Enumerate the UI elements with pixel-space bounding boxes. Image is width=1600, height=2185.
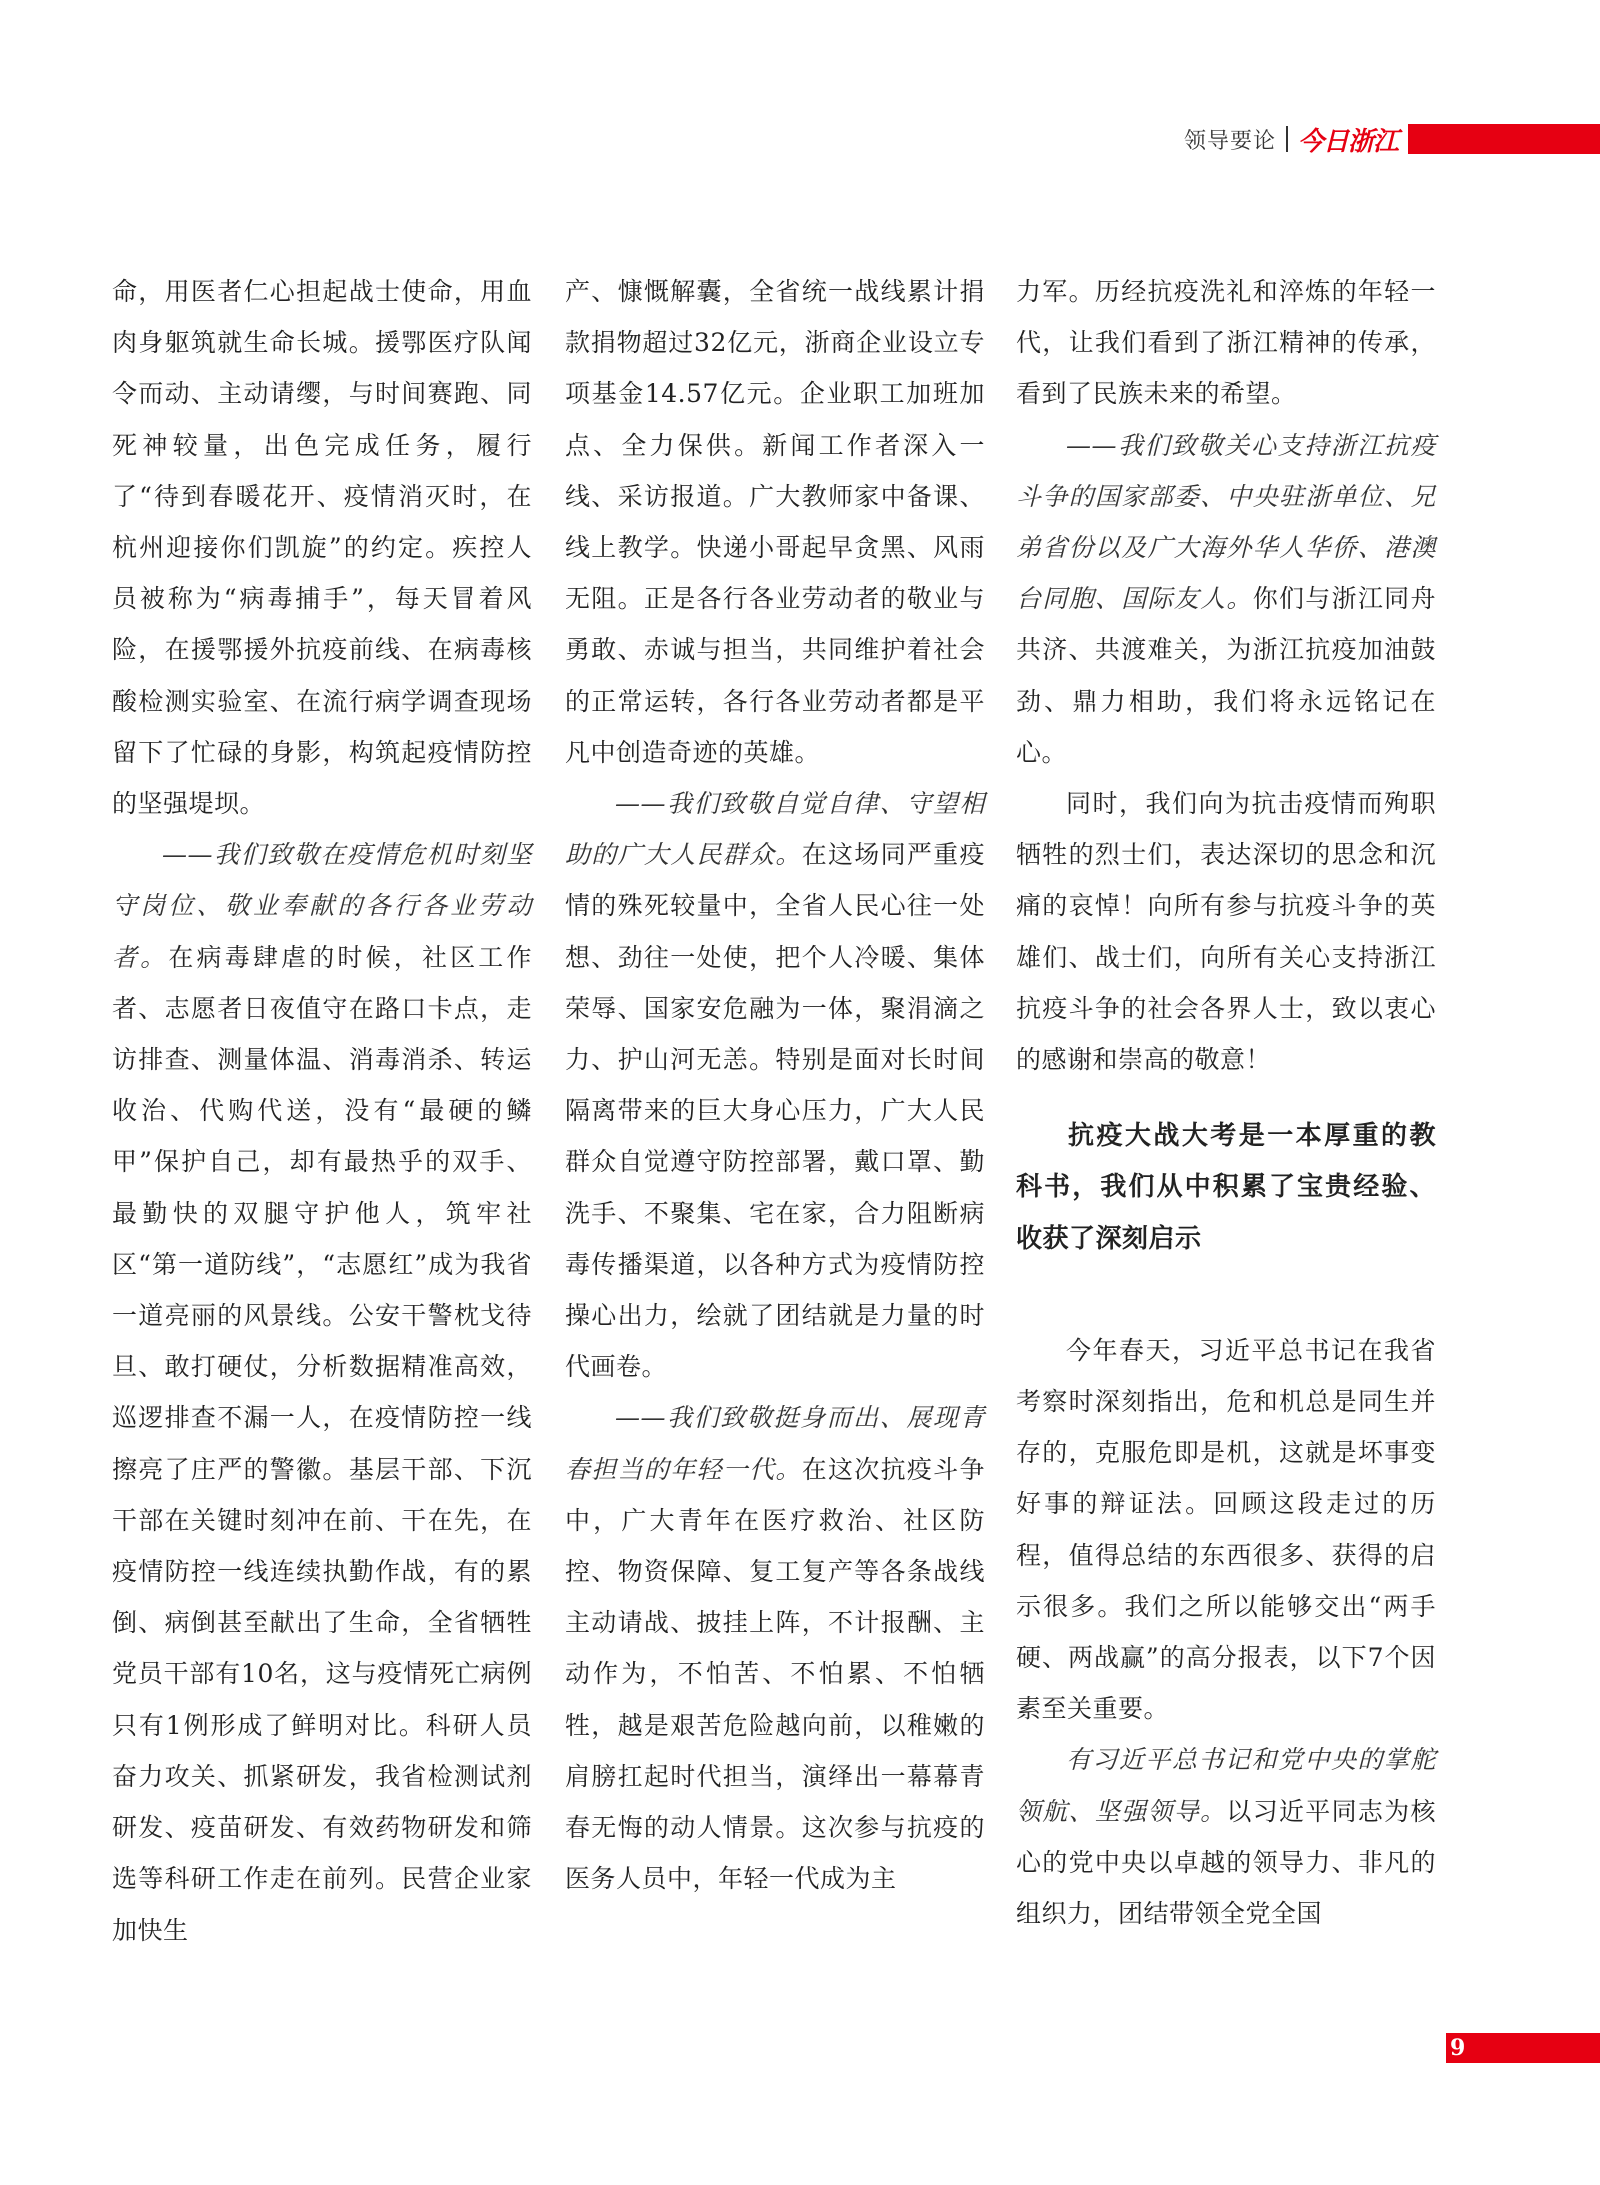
page-number: 9 bbox=[1446, 2033, 1600, 2063]
paragraph-body: 在病毒肆虐的时候，社区工作者、志愿者日夜值守在路口卡点，走访排查、测量体温、消毒消杀、转运收治、代购代送，没有“最硬的鳞甲”保护自己，却有最热乎的双手、最勤快的双腿守护他人，筑牢社区“第一道防线”，“志愿红”成为我省一道亮丽的风景线。公安干警枕戈待旦、敢打硬仗，分析数据精准高效，巡逻排查不漏一人，在疫情防控一线擦亮了庄严的警徽。基层干部、下沉干部在关键时刻冲在前、干在先，在疫情防控一线连续执勤作战，有的累倒、病倒甚至献出了生命，全省牺牲党员干部有10名，这与疫情死亡病例只有1例形成了鲜明对比。科研人员奋力攻关、抓紧研发，我省检测试剂研发、疫苗研发、有效药物研发和筛选等科研工作走在前列。民营企业家加快生 bbox=[112, 942, 532, 1945]
paragraph: 同时，我们向为抗击疫情而殉职牺牲的烈士们，表达深切的思念和沉痛的哀悼！向所有参与抗疫斗争的英雄们、战士们，向所有关心支持浙江抗疫斗争的社会各界人士，致以衷心的感谢和崇高的敬意！ bbox=[1016, 789, 1436, 1075]
paragraph-lead: ——我们致敬在疫情危机时刻坚守岗位、敬业奉献的各行各业劳动者。 bbox=[112, 840, 532, 972]
paragraph bbox=[112, 829, 532, 1955]
header-red-bar bbox=[1408, 124, 1600, 154]
paragraph: 产、慷慨解囊，全省统一战线累计捐款捐物超过32亿元，浙商企业设立专项基金14.57亿元。企业职工加班加点、全力保供。新闻工作者深入一线、采访报道。广大教师家中备课、线上教学。快递小哥起早贪黑、风雨无阻。正是各行各业劳动者的敬业与勇敢、赤诚与担当，共同维护着社会的正常运转，各行各业劳动者都是平凡中创造奇迹的英雄。 bbox=[565, 277, 985, 767]
paragraph-body: 在这次抗疫斗争中，广大青年在医疗救治、社区防控、物资保障、复工复产等各条战线主动请战、披挂上阵，不计报酬、主动作为，不怕苦、不怕累、不怕牺牲，越是艰苦危险越向前，以稚嫩的肩膀扛起时代担当，演绎出一幕幕青春无悔的动人情景。这次参与抗疫的医务人员中，年轻一代成为主 bbox=[565, 1454, 985, 1894]
paragraph: 今年春天，习近平总书记在我省考察时深刻指出，危和机总是同生并存的，克服危即是机，这就是坏事变好事的辩证法。回顾这段走过的历程，值得总结的东西很多、获得的启示很多。我们之所以能够交出“两手硬、两战赢”的高分报表，以下7个因素至关重要。 bbox=[1016, 1335, 1436, 1724]
article-column-2 bbox=[565, 266, 985, 1905]
paragraph-lead: 有习近平总书记和党中央的掌舵领航、坚强领导。 bbox=[1016, 1745, 1436, 1826]
paragraph-lead: ——我们致敬挺身而出、展现青春担当的年轻一代。 bbox=[565, 1403, 985, 1484]
header-divider bbox=[1286, 126, 1288, 152]
paragraph-lead: ——我们致敬自觉自律、守望相助的广大人民群众。 bbox=[565, 789, 985, 870]
paragraph bbox=[1016, 1734, 1436, 1939]
spacer bbox=[1016, 1085, 1436, 1111]
paragraph bbox=[1016, 420, 1436, 778]
page-header bbox=[1184, 124, 1600, 157]
paragraph: 力军。历经抗疫洗礼和淬炼的年轻一代，让我们看到了浙江精神的传承，看到了民族未来的希望。 bbox=[1016, 277, 1436, 409]
paragraph-body: 在这场同严重疫情的殊死较量中，全省人民心往一处想、劲往一处使，把个人冷暖、集体荣辱、国家安危融为一体，聚涓滴之力、护山河无恙。特别是面对长时间隔离带来的巨大身心压力，广大人民群众自觉遵守防控部署，戴口罩、勤洗手、不聚集、宅在家，合力阻断病毒传播渠道，以各种方式为疫情防控操心出力，绘就了团结就是力量的时代画卷。 bbox=[565, 840, 985, 1382]
section-title: 领导要论 bbox=[1184, 128, 1277, 154]
article-column-3 bbox=[1016, 266, 1436, 1939]
section-subheading: 抗疫大战大考是一本厚重的教科书，我们从中积累了宝贵经验、收获了深刻启示 bbox=[1016, 1121, 1436, 1254]
paragraph-body: 以习近平同志为核心的党中央以卓越的领导力、非凡的组织力，团结带领全党全国 bbox=[1016, 1796, 1436, 1929]
paragraph bbox=[565, 778, 985, 1392]
paragraph-body: 你们与浙江同舟共济、共渡难关，为浙江抗疫加油鼓劲、鼎力相助，我们将永远铭记在心。 bbox=[1016, 584, 1436, 767]
paragraph bbox=[565, 1392, 985, 1904]
paragraph-lead: ——我们致敬关心支持浙江抗疫斗争的国家部委、中央驻浙单位、兄弟省份以及广大海外华人华侨、港澳台同胞、国际友人。 bbox=[1016, 430, 1436, 614]
paragraph: 命，用医者仁心担起战士使命，用血肉身躯筑就生命长城。援鄂医疗队闻令而动、主动请缨，与时间赛跑、同死神较量，出色完成任务，履行了“待到春暖花开、疫情消灭时，在杭州迎接你们凯旋”的约定。疾控人员被称为“病毒捕手”，每天冒着风险，在援鄂援外抗疫前线、在病毒核酸检测实验室、在流行病学调查现场留下了忙碌的身影，构筑起疫情防控的坚强堤坝。 bbox=[112, 277, 532, 819]
magazine-logo: 今日浙江 bbox=[1298, 126, 1399, 157]
article-column-1 bbox=[112, 266, 532, 1956]
spacer bbox=[1016, 1265, 1436, 1325]
